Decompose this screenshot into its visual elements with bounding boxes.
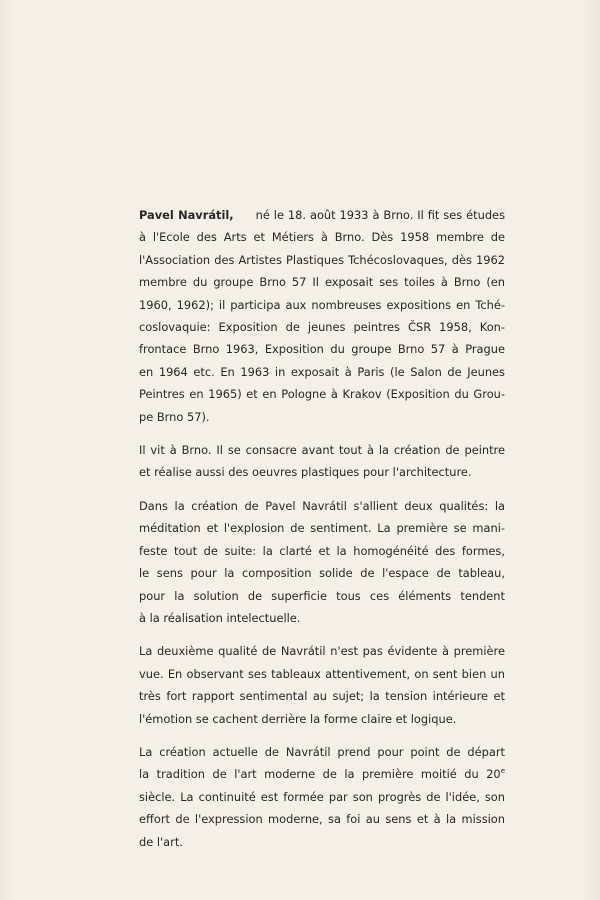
- text-line: membre du groupe Brno 57 Il exposait ses toiles à Brno (en: [139, 275, 505, 290]
- text-line: Peintres en 1965) et en Pologne à Krakov (Exposition du Grou-: [139, 387, 505, 402]
- text-line: Il vit à Brno. Il se consacre avant tout à la création de peintre: [139, 443, 505, 458]
- text-line: l'Association des Artistes Plastiques Tchécoslovaques, dès 1962: [139, 252, 505, 267]
- text-line: La création actuelle de Navrátil prend pour point de départ: [139, 744, 505, 759]
- text-line: pe Brno 57).: [139, 409, 210, 424]
- text-line: pour la solution de superficie tous ces éléments tendent: [139, 588, 505, 603]
- biography-text: [139, 204, 505, 864]
- text-line: méditation et l'explosion de sentiment. La première se mani-: [139, 521, 505, 536]
- paragraph-residence: [139, 439, 505, 484]
- text-line: à la réalisation intelectuelle.: [139, 610, 301, 625]
- text-line: Dans la création de Pavel Navrátil s'allient deux qualités: la: [139, 498, 505, 513]
- paragraph-current-work: [139, 741, 505, 853]
- author-name: Pavel Navrátil,: [139, 208, 234, 222]
- text-line: effort de l'expression moderne, sa foi au sens et à la mission: [139, 812, 505, 827]
- text-line: et réalise aussi des oeuvres plastiques pour l'architecture.: [139, 465, 472, 480]
- superscript: e: [500, 767, 505, 776]
- text-line: de l'art.: [139, 834, 183, 849]
- text-line: le sens pour la composition solide de l'espace de tableau,: [139, 566, 505, 581]
- text-line: vue. En observant ses tableaux attentivement, on sent bien un: [139, 666, 505, 681]
- paragraph-second-quality: [139, 640, 505, 730]
- text-line: la tradition de l'art moderne de la première moitié du 20e: [139, 767, 505, 782]
- text-line: feste tout de suite: la clarté et la homogénéité des formes,: [139, 543, 505, 558]
- text-line: très fort rapport sentimental au sujet; la tension intérieure et: [139, 689, 505, 704]
- text-line: à l'Ecole des Arts et Métiers à Brno. Dès 1958 membre de: [139, 230, 505, 245]
- text-line: 1960, 1962); il participa aux nombreuses expositions en Tché-: [139, 297, 505, 312]
- text-line: l'émotion se cachent derrière la forme claire et logique.: [139, 711, 457, 726]
- paragraph-intro: [139, 204, 505, 428]
- text-line: coslovaquie: Exposition de jeunes peintres ČSR 1958, Kon-: [139, 320, 505, 335]
- text-line: siècle. La continuité est formée par son progrès de l'idée, son: [139, 789, 505, 804]
- paragraph-qualities: [139, 495, 505, 629]
- text-line: La deuxième qualité de Navrátil n'est pas évidente à première: [139, 644, 505, 659]
- text-line: Pavel Navrátil, né le 18. août 1933 à Brno. Il fit ses études: [139, 208, 506, 222]
- text-line: frontace Brno 1963, Exposition du groupe Brno 57 à Prague: [139, 342, 505, 357]
- text-line: en 1964 etc. En 1963 in exposait à Paris (le Salon de Jeunes: [139, 364, 505, 379]
